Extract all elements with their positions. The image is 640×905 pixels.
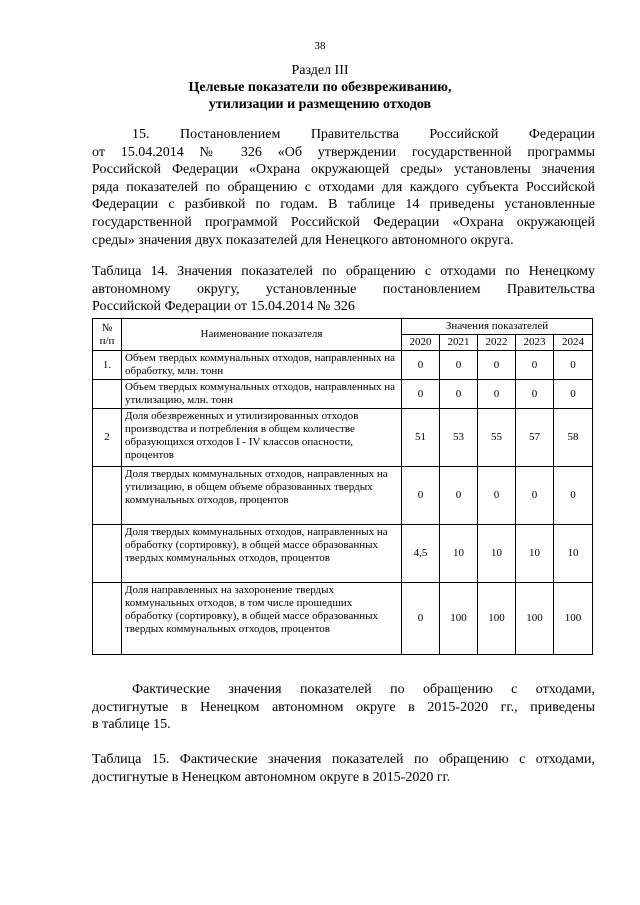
row-value: 0 [554, 380, 593, 409]
row-value: 100 [516, 583, 554, 655]
table-row [93, 409, 593, 467]
table-row [93, 583, 593, 655]
table-14-caption [92, 263, 595, 316]
header-year: 2021 [440, 335, 478, 351]
row-value: 0 [440, 380, 478, 409]
table-row [93, 380, 593, 409]
row-value: 10 [440, 525, 478, 583]
row-indicator-name: Объем твердых коммунальных отходов, направленных на обработку, млн. тонн [122, 351, 402, 380]
row-num [93, 467, 122, 525]
table-row [93, 467, 593, 525]
row-num [93, 583, 122, 655]
table-row [93, 351, 593, 380]
row-value: 0 [402, 467, 440, 525]
section-heading [0, 62, 640, 113]
row-value: 0 [554, 467, 593, 525]
row-value: 0 [440, 467, 478, 525]
paragraph-line: Фактические значения показателей по обращению с отходами, [132, 682, 595, 697]
caption-line: Таблица 15. Фактические значения показателей по обращению с отходами, [92, 752, 595, 767]
row-value: 10 [516, 525, 554, 583]
row-value: 10 [478, 525, 516, 583]
paragraph-actual-values [92, 681, 595, 734]
row-value: 100 [554, 583, 593, 655]
row-value: 0 [440, 351, 478, 380]
header-year: 2022 [478, 335, 516, 351]
row-value: 0 [516, 380, 554, 409]
caption-line: Российской Федерации от 15.04.2014 № 326 [92, 299, 355, 315]
header-year: 2023 [516, 335, 554, 351]
caption-line: Таблица 14. Значения показателей по обращению с отходами по Ненецкому [92, 264, 595, 279]
table-15-caption [92, 751, 595, 786]
table-row [93, 525, 593, 583]
table-14 [92, 318, 593, 655]
header-values: Значения показателей [402, 319, 593, 335]
section-label: Раздел III [291, 63, 349, 78]
row-value: 0 [554, 351, 593, 380]
paragraph-line: государственной программой Российской Федерации «Охрана окружающей [92, 214, 595, 230]
paragraph-line: в таблице 15. [92, 717, 171, 733]
row-value: 55 [478, 409, 516, 467]
paragraph-line: от 15.04.2014 № 326 «Об утверждении государственной программы [92, 144, 595, 160]
section-title-line-2: утилизации и размещению отходов [208, 97, 432, 112]
row-num: 1. [93, 351, 122, 380]
row-num [93, 380, 122, 409]
page-number: 38 [314, 40, 326, 52]
paragraph-line: среды» значения двух показателей для Ненецкого автономного округа. [92, 232, 514, 248]
row-value: 53 [440, 409, 478, 467]
row-value: 0 [516, 467, 554, 525]
paragraph-line: достигнутые в Ненецком автономном округе в 2015-2020 гг., приведены [92, 699, 595, 715]
row-value: 58 [554, 409, 593, 467]
row-value: 0 [478, 467, 516, 525]
header-year: 2020 [402, 335, 440, 351]
row-value: 51 [402, 409, 440, 467]
row-value: 0 [402, 583, 440, 655]
row-value: 4,5 [402, 525, 440, 583]
header-num: № п/п [93, 319, 122, 351]
paragraph-line: Российской Федерации «Охрана окружающей среды» установлены значения [92, 162, 595, 178]
row-value: 0 [478, 380, 516, 409]
section-title-line-1: Целевые показатели по обезвреживанию, [188, 80, 452, 95]
row-value: 100 [440, 583, 478, 655]
paragraph-line: 15. Постановлением Правительства Российской Федерации [132, 127, 595, 142]
row-value: 0 [402, 351, 440, 380]
caption-line: автономному округу, установленные постановлением Правительства [92, 281, 595, 297]
paragraph-line: Федерации с разбивкой по годам. В таблице 14 приведены установленные [92, 197, 595, 213]
paragraph-line: ряда показателей по обращению с отходами для каждого субъекта Российской [92, 179, 595, 195]
row-value: 0 [516, 351, 554, 380]
row-indicator-name: Объем твердых коммунальных отходов, направленных на утилизацию, млн. тонн [122, 380, 402, 409]
row-num [93, 525, 122, 583]
paragraph-15 [92, 126, 595, 249]
row-value: 100 [478, 583, 516, 655]
row-num: 2 [93, 409, 122, 467]
row-indicator-name: Доля обезвреженных и утилизированных отходов производства и потребления в общем количестве образующихся отходов I - IV классов опасности, процентов [122, 409, 402, 467]
header-name: Наименование показателя [122, 319, 402, 351]
row-value: 0 [478, 351, 516, 380]
row-indicator-name: Доля твердых коммунальных отходов, направленных на обработку (сортировку), в общей массе образованных твердых коммунальных отходов, процентов [122, 525, 402, 583]
row-indicator-name: Доля твердых коммунальных отходов, направленных на утилизацию, в общем объеме образованных твердых коммунальных отходов, процентов [122, 467, 402, 525]
row-value: 0 [402, 380, 440, 409]
row-value: 57 [516, 409, 554, 467]
row-value: 10 [554, 525, 593, 583]
caption-line: достигнутые в Ненецком автономном округе в 2015-2020 гг. [92, 769, 451, 785]
header-year: 2024 [554, 335, 593, 351]
row-indicator-name: Доля направленных на захоронение твердых коммунальных отходов, в том числе прошедших обработку (сортировку), в общей массе образованных твердых коммунальных отходов, процентов [122, 583, 402, 655]
